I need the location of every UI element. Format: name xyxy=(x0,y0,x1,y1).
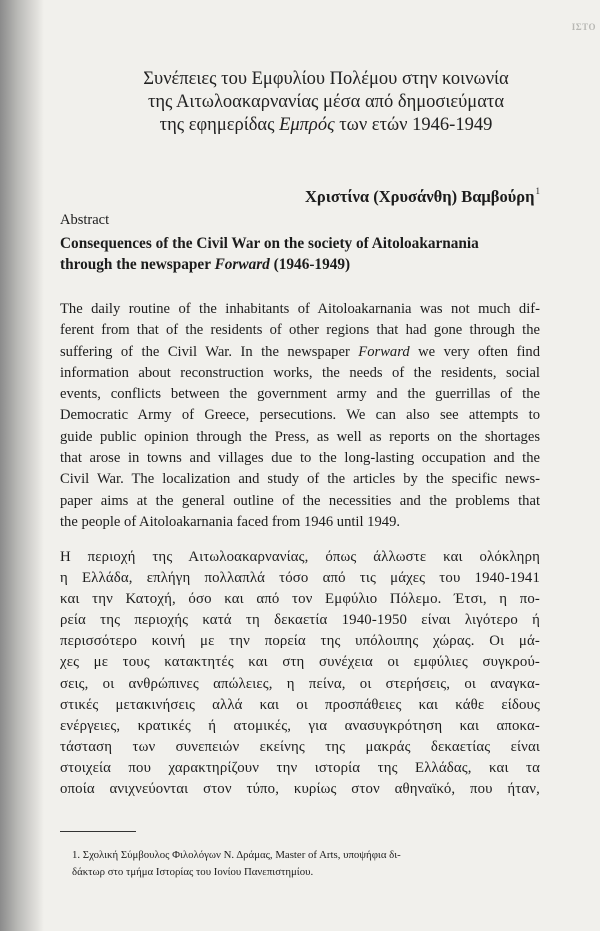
body-line: τάσταση των συνεπειών εκείνης της μακράς δεκαετίας είναι xyxy=(60,738,540,755)
title-line-1: Συνέπειες του Εμφυλίου Πολέμου στην κοινωνία xyxy=(143,69,509,89)
title-line-3-suffix: των ετών 1946-1949 xyxy=(334,115,493,135)
abstract-line: guide public opinion through the Press, as well as reports on the shortages xyxy=(60,428,540,445)
body-line: οποία ανιχνεύονται στον τύπο, κυρίως στον αθηναϊκό, που ήταν, xyxy=(60,781,540,798)
abstract-line: The daily routine of the inhabitants of Aitoloakarnania was not much dif- xyxy=(60,301,540,317)
abstract-line: Civil War. The localization and study of the articles by the specific news- xyxy=(60,471,540,488)
title-line-2: της Αιτωλοακαρνανίας μέσα από δημοσιεύματα xyxy=(147,92,505,112)
abstract-line: events, conflicts between the government army and the guerrillas of the xyxy=(60,386,540,403)
author-footnote-mark: 1 xyxy=(535,186,540,196)
body-line: και την Κατοχή, όσο και από τον Εμφύλιο Πόλεμο. Έτσι, η πο- xyxy=(60,591,540,608)
body-line: περισσότερο κοινή με την πορεία της υπόλοιπης χώρας. Οι μά- xyxy=(60,633,540,650)
abstract-text xyxy=(60,299,540,533)
abstract-line: ferent from that of the residents of other regions that had gone through the xyxy=(60,322,540,339)
abstract-label: Abstract xyxy=(60,212,110,228)
body-line: ρεία της περιοχής κατά τη δεκαετία 1940-1950 είναι λιγότερο ή xyxy=(60,612,540,629)
abstract-title xyxy=(60,233,540,275)
title-line-3-prefix: της εφημερίδας xyxy=(159,115,280,135)
body-line: ενέργειες, κρατικές ή ατομικές, για ανασυγκρότηση και αποκα- xyxy=(60,717,540,734)
author-name-text: Χριστίνα (Χρυσάνθη) Βαμβούρη xyxy=(304,187,535,206)
running-head-bleed: ΙΣΤΟ xyxy=(571,22,596,32)
abstract-title-suffix: (1946-1949) xyxy=(269,256,351,273)
body-line: στικές μετακινήσεις αλλά και οι προσπάθειες και κάθε είδους xyxy=(60,696,540,713)
abstract-line-part: we very often find xyxy=(409,343,540,360)
abstract-line: Democratic Army of Greece, persecutions. We can also see attempts to xyxy=(60,407,540,424)
abstract-title-line-1: Consequences of the Civil War on the society of Aitoloakarnania xyxy=(60,235,479,252)
abstract-line xyxy=(60,342,540,363)
footnote-line-2: δάκτωρ στο τμήμα Ιστορίας του Ιονίου Πανεπιστημίου. xyxy=(72,865,314,878)
body-line: σεις, οι ανθρώπινες απώλειες, η πείνα, οι στερήσεις, οι αναγκα- xyxy=(60,675,540,692)
abstract-line: paper aims at the general outline of the necessities and the problems that xyxy=(60,492,540,509)
abstract-line: the people of Aitoloakarnania faced from 1946 until 1949. xyxy=(60,513,401,530)
page-gutter-shadow xyxy=(0,0,44,931)
title-newspaper-name: Εμπρός xyxy=(279,115,335,135)
abstract-line-part: suffering of the Civil War. In the newspaper xyxy=(60,343,359,360)
title-line-3 xyxy=(56,114,596,137)
abstract-title-prefix: through the newspaper xyxy=(60,256,215,273)
footnote xyxy=(60,847,540,880)
body-line: Η περιοχή της Αιτωλοακαρνανίας, όπως άλλωστε και ολόκληρη xyxy=(60,549,540,565)
body-paragraph xyxy=(60,547,540,800)
author-name xyxy=(305,186,540,207)
footnote-line-1: 1. Σχολική Σύμβουλος Φιλολόγων Ν. Δράμας, Master of Arts, υποψήφια δι- xyxy=(72,849,401,861)
article-title xyxy=(56,68,596,137)
abstract-title-line-2 xyxy=(60,254,540,275)
footnote-rule xyxy=(60,831,136,832)
abstract-line: information about reconstruction works, the needs of the residents, social xyxy=(60,364,540,381)
body-line: χες με τους κατακτητές και στη συνέχεια οι εμφύλιες συγκρού- xyxy=(60,654,540,671)
body-line: στοιχεία που χαρακτηρίζουν την ιστορία της Ελλάδας, και τα xyxy=(60,759,540,776)
abstract-title-newspaper: Forward xyxy=(214,256,270,273)
abstract-newspaper-name: Forward xyxy=(358,343,410,360)
abstract-line: that arose in towns and villages due to the long-lasting occupation and the xyxy=(60,450,540,467)
body-line: η Ελλάδα, επλήγη πολλαπλά τόσο από τις μάχες του 1940-1941 xyxy=(60,570,540,587)
